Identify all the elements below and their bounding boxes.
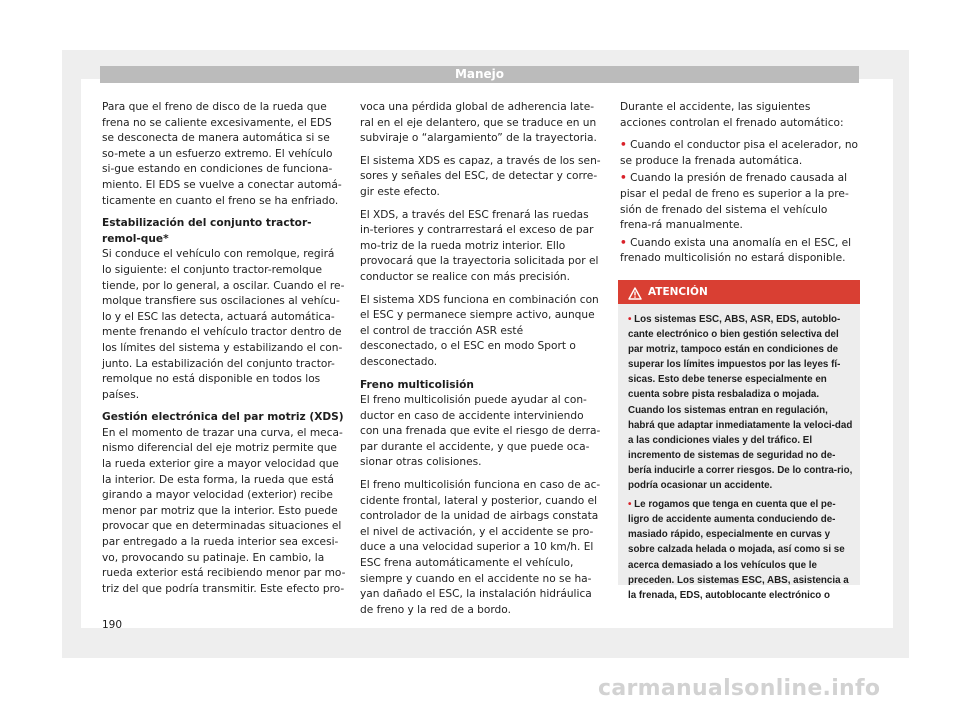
paragraph: Para que el freno de disco de la rueda que frena no se caliente excesivamente, el EDS se desconecta de manera automática si se so-mete a un esfuerzo extremo. El vehículo si-gue estando en condiciones de funciona-miento. El EDS se vuelve a conectar automá-ticamente en cuanto el freno se ha enfriado. [102, 101, 342, 207]
bullet-item [620, 171, 860, 233]
warning-text: Le rogamos que tenga en cuenta que el pe-ligro de accidente aumenta conduciendo de-masiado rápido, especialmente en curvas y sobre calzada helada o mojada, así como si se acerca demasiado a los vehículos que le preceden. Los sistemas ESC, ABS, asistencia a la frenada, EDS, autoblocante electrónico o [628, 499, 849, 601]
text-column-2 [360, 100, 603, 625]
bullet-item [620, 236, 860, 267]
warning-body [628, 312, 854, 603]
section-heading: Gestión electrónica del par motriz (XDS) [102, 411, 344, 424]
page-number: 190 [102, 619, 123, 631]
text-column-3 [620, 100, 860, 274]
bullet-icon: • [628, 314, 632, 325]
warning-item [628, 497, 854, 603]
paragraph: Si conduce el vehículo con remolque, regirá lo siguiente: el conjunto tractor-remolque tiende, por lo general, a oscilar. Cuando el re-molque transfiere sus oscilaciones al vehícu-lo y el ESC las detecta, actuará automática-mente frenando el vehículo tractor dentro de los límites del sistema y estabilizando el con-junto. La estabilización del conjunto tractor-remolque no está disponible en todos los países. [102, 248, 345, 401]
page-section-title: Manejo [454, 67, 505, 81]
bullet-text: Cuando la presión de frenado causada al pisar el pedal de freno es superior a la pre-sión de frenado del sistema el vehículo frena-rá manualmente. [620, 172, 849, 232]
paragraph: voca una pérdida global de adherencia late-ral en el eje delantero, que se traduce en un subviraje o “alargamiento” de la trayectoria. [360, 101, 597, 145]
bullet-icon: • [620, 236, 627, 249]
bullet-icon: • [620, 172, 627, 185]
warning-item [628, 312, 854, 493]
paragraph: El freno multicolisión puede ayudar al con-ductor en caso de accidente interviniendo con una frenada que evite el riesgo de derra-par durante el accidente, y que puede oca-sionar otras colisiones. [360, 394, 601, 469]
section-heading: Freno multicolisión [360, 378, 474, 391]
bullet-icon: • [620, 139, 627, 152]
bullet-icon: • [628, 499, 632, 511]
bullet-text: Cuando el conductor pisa el acelerador, no se produce la frenada automática. [620, 139, 859, 167]
bullet-text: Cuando exista una anomalía en el ESC, el frenado multicolisión no estará disponible. [620, 236, 852, 265]
watermark: carmanualsonline.info [598, 676, 881, 701]
paragraph: El sistema XDS funciona en combinación con el ESC y permanece siempre activo, aunque el control de tracción ASR esté desconectado, o el ESC en modo Sport o desconectado. [360, 293, 599, 368]
warning-header [618, 280, 860, 304]
paragraph: En el momento de trazar una curva, el meca-nismo diferencial del eje motriz permite que la rueda exterior gire a mayor velocidad que la interior. De esta forma, la rueda que está girando a mayor velocidad (exterior) recibe menor par motriz que la interior. Esto puede provocar que en determinadas situaciones el par entregado a la rueda interior sea excesi-vo, provocando su patinaje. En cambio, la rueda exterior está recibiendo menor par mo-triz del que podría transmitir. Este efecto pro- [102, 426, 346, 595]
text-column-1 [102, 100, 346, 604]
warning-box [618, 280, 860, 601]
warning-text: Los sistemas ESC, ABS, ASR, EDS, autoblo-cante electrónico o bien gestión selectiva del par motriz, tampoco están en condiciones de superar los límites impuestos por las leyes fí-sicas. Esto debe tenerse especialmente en cuenta sobre pista resbaladiza o mojada. Cuando los sistemas entran en regulación, habrá que adaptar inmediatamente la veloci-dad a las condiciones viales y del tráfico. El incremento de sistemas de seguridad no de-bería inducirle a correr riesgos. De lo contra-rio, podría ocasionar un accidente. [628, 314, 853, 492]
warning-title: ATENCIÓN [648, 286, 708, 298]
paragraph: Durante el accidente, las siguientes acciones controlan el frenado automático: [620, 101, 844, 129]
paragraph: El sistema XDS es capaz, a través de los sen-sores y señales del ESC, de detectar y corre-gir este efecto. [360, 154, 601, 198]
warning-triangle-icon [628, 285, 642, 304]
section-heading: Estabilización del conjunto tractor-remol-que* [102, 217, 312, 245]
paragraph: El XDS, a través del ESC frenará las ruedas in-teriores y contrarrestará el exceso de par mo-triz de la rueda motriz interior. Ello provocará que la trayectoria solicitada por el conductor se realice con más precisión. [360, 208, 599, 283]
bullet-item [620, 138, 860, 169]
paragraph: El freno multicolisión funciona en caso de ac-cidente frontal, lateral y posterior, cuando el controlador de la unidad de airbags constata el nivel de activación, y el accidente se pro-duce a una velocidad superior a 10 km/h. El ESC frena automáticamente el vehículo, siempre y cuando en el accidente no se ha-yan dañado el ESC, la instalación hidráulica de freno y la red de a bordo. [360, 479, 601, 616]
